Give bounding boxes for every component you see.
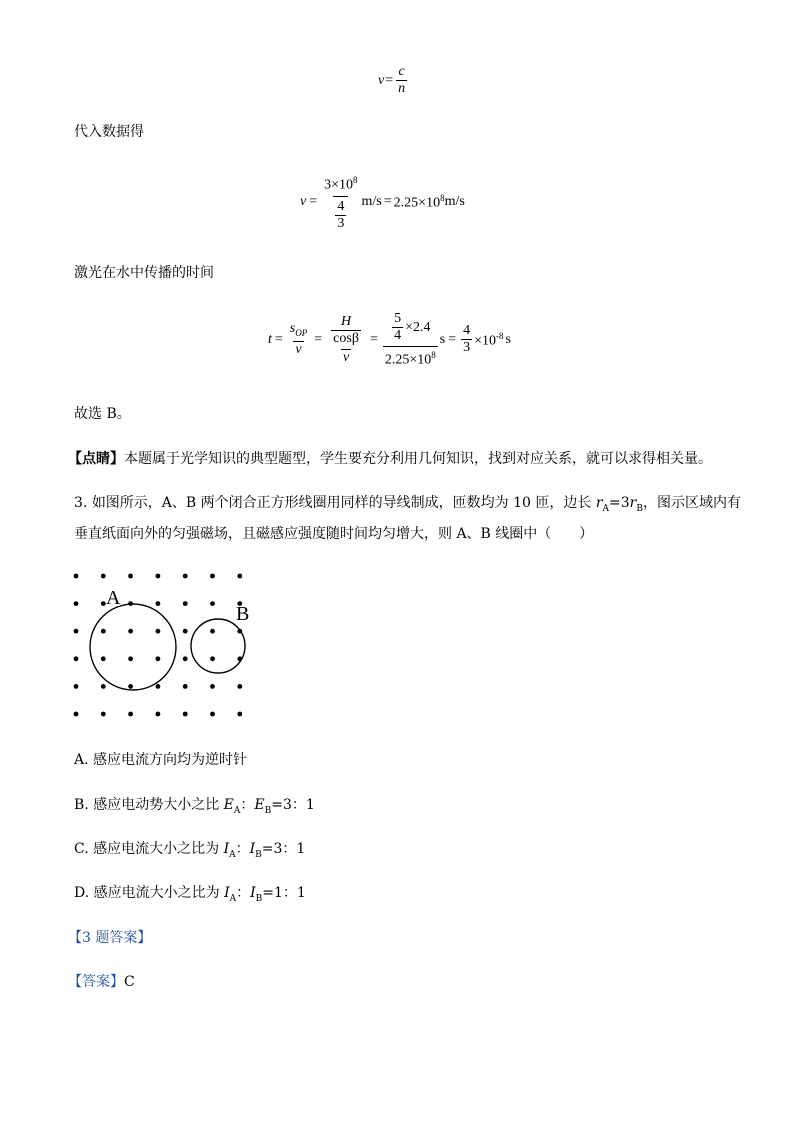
fraction-numerator: c xyxy=(398,64,405,79)
value-exp: 8 xyxy=(440,192,445,203)
var: I xyxy=(249,841,256,857)
question-text: 垂直纸面向外的匀强磁场，且磁感应强度随时间均匀增大，则 A、B 线圈中（ ） xyxy=(74,526,594,542)
formula-velocity-definition xyxy=(378,64,409,97)
formula-time xyxy=(268,311,511,369)
field-dot xyxy=(156,656,161,661)
fraction-numerator xyxy=(327,314,365,349)
field-dot xyxy=(128,684,133,689)
answer-value: C xyxy=(124,974,135,990)
question-text: ，图示区域内有 xyxy=(643,495,741,511)
field-dot xyxy=(183,712,188,717)
sub-a: A xyxy=(602,503,610,514)
option-letter: D. xyxy=(74,885,90,901)
question-line-1 xyxy=(74,494,741,518)
fraction xyxy=(322,172,359,232)
magnetic-field-figure xyxy=(60,562,260,727)
text-propagation-time: 激光在水中传播的时间 xyxy=(74,265,214,281)
colon: ： xyxy=(236,885,251,901)
field-dot xyxy=(183,574,188,579)
var: I xyxy=(223,841,230,857)
answer-header: 【3 题答案】 xyxy=(68,930,152,946)
field-dot xyxy=(101,712,106,717)
option-text: 感应电流大小之比为 xyxy=(93,841,224,857)
var: E xyxy=(223,797,234,813)
field-dot xyxy=(156,574,161,579)
multiplier: ×2.4 xyxy=(405,319,431,335)
fraction xyxy=(461,323,472,356)
sub: B xyxy=(264,805,272,816)
field-dot xyxy=(156,629,161,634)
answer-tag: 【答案】 xyxy=(68,974,124,990)
question-text: 如图所示，A、B 两个闭合正方形线圈用同样的导线制成，匝数均为 10 匝，边长 xyxy=(91,495,596,511)
field-dot xyxy=(183,656,188,661)
inner-fraction xyxy=(335,199,346,232)
field-dot xyxy=(74,656,79,661)
unit: m/s xyxy=(361,193,382,209)
fraction-denominator: v xyxy=(295,342,302,358)
inner-numerator: H xyxy=(340,313,352,329)
fraction xyxy=(396,64,407,97)
field-dot xyxy=(101,684,106,689)
field-dot xyxy=(156,712,161,717)
inner-denominator: 3 xyxy=(337,215,345,231)
answer-line xyxy=(68,973,135,991)
field-dot xyxy=(156,684,161,689)
field-dot xyxy=(183,684,188,689)
den-base: 2.25×10 xyxy=(384,352,432,368)
field-dot xyxy=(74,712,79,717)
field-dots xyxy=(74,574,243,717)
question-line-2 xyxy=(74,525,593,543)
fraction-numerator xyxy=(322,172,359,196)
field-dot xyxy=(128,629,133,634)
inner-denominator: 4 xyxy=(394,328,402,343)
option-text: 感应电流大小之比为 xyxy=(93,885,225,901)
inner-fraction xyxy=(392,311,403,344)
fraction-numerator xyxy=(388,311,432,346)
field-dot xyxy=(210,712,215,717)
field-dot xyxy=(210,601,215,606)
field-dot xyxy=(101,656,106,661)
fraction-denominator: n xyxy=(398,81,406,96)
result xyxy=(474,331,503,350)
coil-b xyxy=(191,619,245,673)
s-var: s xyxy=(289,321,296,337)
option-letter: A. xyxy=(74,752,89,768)
field-dot xyxy=(128,656,133,661)
eq-text: =3 xyxy=(609,495,630,511)
coil-a xyxy=(90,604,176,690)
field-dot xyxy=(237,712,242,717)
field-dot xyxy=(101,574,106,579)
option-letter: B. xyxy=(74,797,89,813)
sub: B xyxy=(255,893,263,904)
sub-b: B xyxy=(636,503,643,514)
var: I xyxy=(250,885,256,901)
option-text: 感应电流方向均为逆时针 xyxy=(93,752,248,768)
field-dot xyxy=(128,574,133,579)
formula-eq: = xyxy=(448,331,457,347)
value-base: 2.25×10 xyxy=(393,195,441,211)
formula-eq: = xyxy=(274,331,283,347)
text-choose: 故选 B。 xyxy=(74,406,131,422)
question-number: 3. xyxy=(74,495,88,511)
field-dot xyxy=(74,574,79,579)
field-dot xyxy=(183,601,188,606)
field-dot xyxy=(128,712,133,717)
formula-var: t xyxy=(268,331,272,347)
inner-fraction xyxy=(331,314,361,347)
field-dot xyxy=(74,629,79,634)
var-r: r xyxy=(629,495,637,511)
formula-eq: = xyxy=(309,193,318,209)
fraction-denominator: 3 xyxy=(463,340,471,356)
num-base: 3×10 xyxy=(324,177,354,193)
den-exp: 8 xyxy=(431,350,436,360)
field-dot xyxy=(237,574,242,579)
inner-denominator: cosβ xyxy=(333,330,359,346)
option-text: 感应电动势大小之比 xyxy=(93,797,224,813)
formula-velocity-value xyxy=(300,172,465,232)
comment-text: 本题属于光学知识的典型题型，学生要充分利用几何知识，找到对应关系，就可以求得相关量。 xyxy=(124,451,712,467)
sub: A xyxy=(233,805,241,816)
field-dot xyxy=(210,684,215,689)
field-dot xyxy=(74,684,79,689)
var: E xyxy=(254,797,265,813)
num-exp: 8 xyxy=(353,175,358,185)
unit: s xyxy=(439,331,446,347)
ratio: =3：1 xyxy=(261,841,306,857)
unit: m/s xyxy=(444,193,465,209)
fraction-numerator: 4 xyxy=(463,323,471,339)
fraction xyxy=(288,321,309,358)
fraction-denominator xyxy=(333,196,348,232)
field-dot xyxy=(156,601,161,606)
text-substitute: 代入数据得 xyxy=(74,124,144,140)
fraction-numerator xyxy=(288,321,309,341)
field-dot xyxy=(210,656,215,661)
option-letter: C. xyxy=(74,841,89,857)
label-b: B xyxy=(236,603,250,625)
var-r: r xyxy=(595,495,603,511)
fraction xyxy=(327,314,365,366)
fraction-denominator xyxy=(383,346,438,369)
var: I xyxy=(224,885,230,901)
field-dot xyxy=(210,574,215,579)
formula-eq: = xyxy=(369,331,378,347)
option-d xyxy=(74,884,306,908)
field-dot xyxy=(210,629,215,634)
formula-eq: = xyxy=(314,331,323,347)
comment-paragraph xyxy=(68,450,712,468)
unit: s xyxy=(505,331,511,347)
option-a xyxy=(74,751,247,769)
fraction-denominator: v xyxy=(342,349,350,365)
sub: A xyxy=(229,849,236,860)
field-dot xyxy=(183,629,188,634)
field-dot xyxy=(101,629,106,634)
field-dot xyxy=(237,684,242,689)
inner-numerator: 5 xyxy=(394,311,402,326)
field-dot xyxy=(74,601,79,606)
formula-eq: = xyxy=(383,193,392,209)
ratio: =3：1 xyxy=(271,797,315,813)
s-sub: OP xyxy=(295,328,308,339)
sub: B xyxy=(255,849,262,860)
field-dot xyxy=(101,601,106,606)
inner-numerator: 4 xyxy=(337,198,345,214)
formula-var: v xyxy=(300,193,307,209)
result-exp: -8 xyxy=(496,330,504,341)
colon: ： xyxy=(240,797,255,813)
result-base: ×10 xyxy=(474,333,497,349)
ratio: =1：1 xyxy=(262,885,306,901)
fraction xyxy=(383,311,438,369)
comment-tag: 【点睛】 xyxy=(68,451,124,467)
option-c xyxy=(74,840,305,864)
label-a: A xyxy=(106,587,121,609)
colon: ： xyxy=(235,841,250,857)
option-b xyxy=(74,796,315,820)
sub: A xyxy=(229,893,237,904)
value xyxy=(394,193,445,212)
formula-eq: = xyxy=(385,72,394,88)
formula-var: v xyxy=(378,72,385,88)
